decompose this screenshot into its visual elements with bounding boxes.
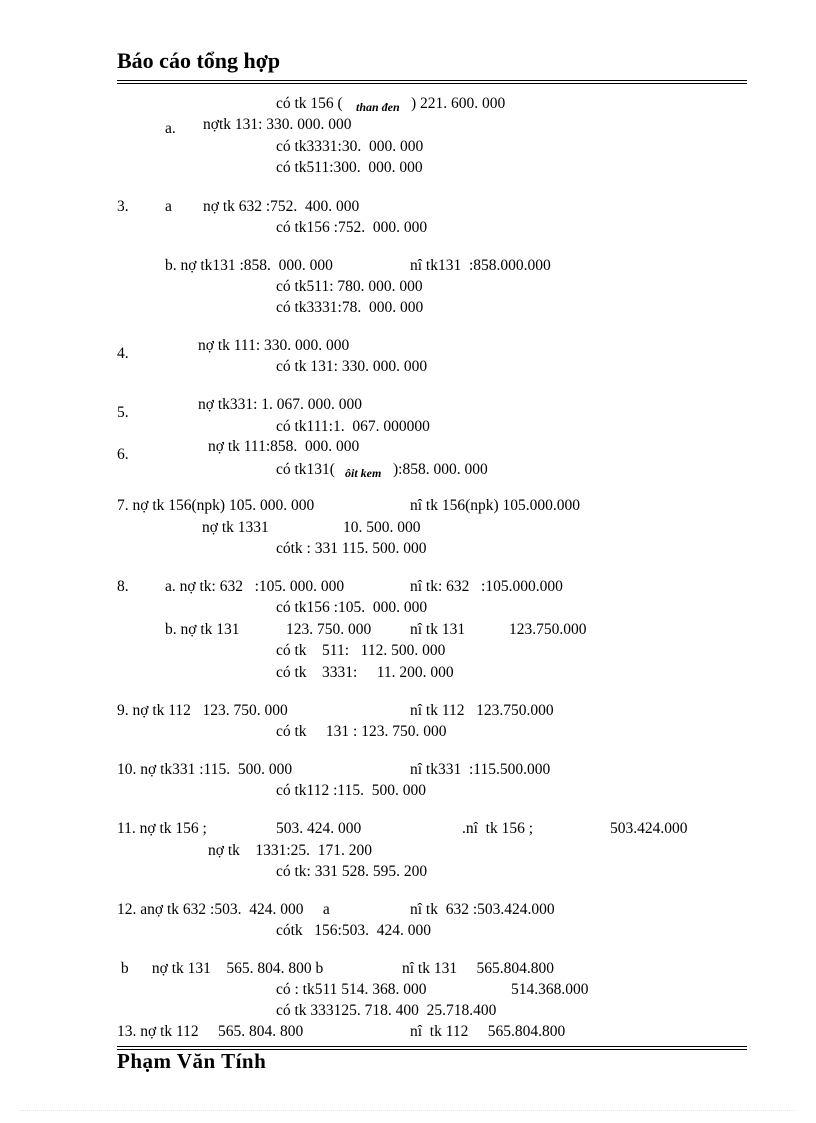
- entry-line: nợ tk 111:858. 000. 000: [208, 438, 360, 455]
- entry-line: nî tk 112 123.750.000: [410, 702, 554, 719]
- entry-line: có tk156 :105. 000. 000: [276, 599, 428, 616]
- entry-line: có tk156 :752. 000. 000: [276, 219, 428, 236]
- page-edge-guide: [20, 1110, 796, 1111]
- entry-line: nî tk 632 :503.424.000: [410, 901, 555, 918]
- entry-line: 514.368.000: [511, 981, 589, 998]
- header-divider: [117, 80, 747, 84]
- entry-line: 13. nợ tk 112 565. 804. 800: [117, 1023, 304, 1040]
- entry-line: có tk3331:78. 000. 000: [276, 299, 424, 316]
- entry-line: ):858. 000. 000: [393, 461, 488, 478]
- entry-line: có tk3331:30. 000. 000: [276, 138, 424, 155]
- entry-line: 10. nợ tk331 :115. 500. 000: [117, 761, 293, 778]
- entry-line: a: [165, 198, 172, 215]
- entry-line: 503. 424. 000: [276, 820, 362, 837]
- entry-line: 6.: [117, 446, 129, 463]
- entry-line: 8.: [117, 578, 129, 595]
- entry-line: có : tk511 514. 368. 000: [276, 981, 427, 998]
- entry-line: b. nợ tk131 :858. 000. 000: [165, 257, 333, 274]
- entry-line: có tk 131 : 123. 750. 000: [276, 723, 447, 740]
- entry-line: 123.750.000: [509, 621, 587, 638]
- entry-line: có tk 156 (: [276, 95, 343, 112]
- entry-line: có tk511:300. 000. 000: [276, 159, 423, 176]
- entry-line: có tk111:1. 067. 000000: [276, 418, 430, 435]
- entry-line: 7. nợ tk 156(npk) 105. 000. 000: [117, 497, 315, 514]
- entry-line: nợ tk 1331:25. 171. 200: [208, 842, 373, 859]
- entry-line: có tk131(: [276, 461, 335, 478]
- entry-line: b. nợ tk 131: [165, 621, 240, 638]
- entry-line: có tk 511: 112. 500. 000: [276, 642, 446, 659]
- entry-line: nî tk331 :115.500.000: [410, 761, 551, 778]
- entry-line: nợ tk 1331: [202, 519, 269, 536]
- entry-line: nî tk131 :858.000.000: [410, 257, 551, 274]
- entry-line: 11. nợ tk 156 ;: [117, 820, 207, 837]
- entry-line: có tk 131: 330. 000. 000: [276, 358, 428, 375]
- entry-line: 12. anợ tk 632 :503. 424. 000 a: [117, 901, 330, 918]
- entry-line: .nî tk 156 ;: [462, 820, 534, 837]
- entry-line: than đen: [356, 100, 400, 114]
- entry-line: có tk 333125. 718. 400 25.718.400: [276, 1002, 497, 1019]
- entry-line: có tk 3331: 11. 200. 000: [276, 664, 454, 681]
- entry-line: có tk112 :115. 500. 000: [276, 782, 426, 799]
- entry-line: có tk: 331 528. 595. 200: [276, 863, 428, 880]
- entry-line: cótk : 331 115. 500. 000: [276, 540, 427, 557]
- entry-line: a.: [165, 120, 176, 137]
- entry-line: nợ tk 632 :752. 400. 000: [203, 198, 360, 215]
- entry-line: a. nợ tk: 632 :105. 000. 000: [165, 578, 345, 595]
- entry-line: 5.: [117, 404, 129, 421]
- entry-line: nî tk 131 565.804.800: [402, 960, 554, 977]
- entry-line: ) 221. 600. 000: [411, 95, 506, 112]
- entry-line: ôit kem: [345, 466, 382, 480]
- entry-line: nî tk 112 565.804.800: [410, 1023, 566, 1040]
- page-header-title: Báo cáo tổng hợp: [117, 48, 281, 73]
- entry-line: 503.424.000: [610, 820, 688, 837]
- entry-line: 3.: [117, 198, 129, 215]
- entry-line: cótk 156:503. 424. 000: [276, 922, 431, 939]
- entry-line: 4.: [117, 345, 129, 362]
- page-footer-author: Phạm Văn Tính: [117, 1049, 267, 1073]
- entry-line: b nợ tk 131 565. 804. 800 b: [117, 960, 324, 977]
- entry-line: nợtk 131: 330. 000. 000: [203, 116, 352, 133]
- entry-line: có tk511: 780. 000. 000: [276, 278, 423, 295]
- entry-line: 9. nợ tk 112 123. 750. 000: [117, 702, 288, 719]
- entry-line: nî tk: 632 :105.000.000: [410, 578, 563, 595]
- entry-line: 123. 750. 000: [286, 621, 372, 638]
- entry-line: nợ tk 111: 330. 000. 000: [198, 337, 350, 354]
- entry-line: 10. 500. 000: [343, 519, 421, 536]
- entry-line: nợ tk331: 1. 067. 000. 000: [198, 396, 363, 413]
- entry-line: nî tk 131: [410, 621, 466, 638]
- entry-line: nî tk 156(npk) 105.000.000: [410, 497, 581, 514]
